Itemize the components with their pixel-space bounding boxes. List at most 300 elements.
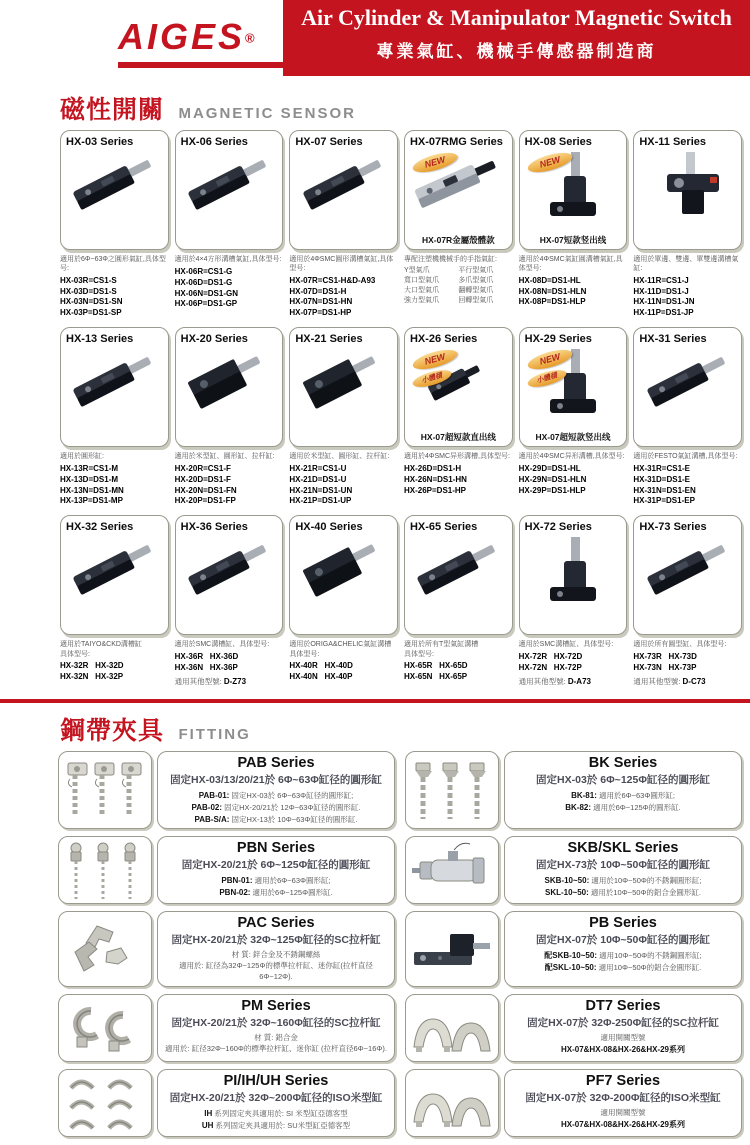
sensor-model-list bbox=[289, 464, 398, 507]
fitting-card bbox=[58, 836, 395, 904]
sensor-description: 適用於米型缸、圓形缸、拉杆缸: bbox=[289, 453, 390, 461]
sensor-card-box bbox=[289, 130, 398, 250]
model-code: HX-72N HX-72P bbox=[518, 663, 582, 673]
sensor-card bbox=[289, 327, 398, 507]
page-subtitle: 專業氣缸、機械手傳感器制造商 bbox=[376, 42, 657, 62]
sensor-product-image bbox=[639, 150, 736, 224]
sensor-card-box bbox=[289, 327, 398, 447]
other-model-code: D-A73 bbox=[567, 676, 591, 686]
model-code: HX-06R=CS1-G bbox=[174, 267, 233, 276]
fitting-subtitle: 固定HX-07於 10Φ~50Φ缸径的圓形缸 bbox=[536, 934, 710, 947]
fitting-spec-line bbox=[164, 814, 388, 826]
sensor-product-image bbox=[295, 347, 392, 421]
claw-type: 寬口型氣爪 bbox=[403, 277, 439, 285]
badge-stack bbox=[527, 155, 573, 175]
fitting-spec-line bbox=[164, 790, 388, 802]
sensor-model-list bbox=[519, 464, 628, 496]
fitting-subtitle: 固定HX-20/21於 32Φ~160Φ缸径的SC拉杆缸 bbox=[171, 1017, 381, 1030]
fitting-product-image bbox=[58, 1069, 152, 1137]
model-code: HX-11P=DS1-JP bbox=[633, 308, 694, 318]
sensor-card bbox=[289, 515, 398, 687]
sensor-series-title: HX-07RMG Series bbox=[409, 136, 503, 148]
fitting-line-label: UH bbox=[201, 1120, 214, 1130]
other-model-note: 通用其他型號: D-A73 bbox=[518, 676, 591, 686]
sensor-series-title: HX-06 Series bbox=[180, 136, 248, 148]
sensor-card-box bbox=[175, 130, 284, 250]
sensor-description-block bbox=[289, 452, 398, 462]
fitting-line-label: PAB-01: bbox=[198, 790, 230, 800]
sensor-product-image bbox=[66, 150, 163, 224]
sensor-model-list bbox=[633, 464, 742, 507]
fitting-card bbox=[405, 994, 742, 1062]
fitting-line-label: PAB-S/A: bbox=[194, 814, 230, 824]
fitting-spec-line bbox=[164, 961, 388, 983]
sensor-model-list bbox=[633, 652, 742, 674]
sensor-description-block bbox=[633, 640, 742, 650]
sensor-description: 適用於4ΦSMC异形溝槽,具体型号: bbox=[518, 453, 625, 461]
new-badge: NEW bbox=[525, 149, 573, 176]
model-code: HX-31P=DS1-EP bbox=[633, 496, 695, 506]
sensor-card bbox=[519, 130, 628, 319]
fitting-line-text: 適用於6Φ~125Φ的圓形缸. bbox=[593, 802, 681, 812]
fitting-spec-line bbox=[511, 875, 735, 887]
sensor-description: 適用於SMC溝槽缸、具体型号: bbox=[518, 641, 614, 649]
fitting-product-image bbox=[405, 1069, 499, 1137]
sensor-description-block bbox=[175, 640, 284, 650]
fitting-spec-line bbox=[164, 1044, 388, 1055]
sensor-description-block bbox=[60, 640, 169, 659]
fitting-line-text: 材 質: 鋅合金及不銹鋼螺絲 bbox=[231, 950, 321, 960]
fitting-line-label: SKL-10~50: bbox=[544, 888, 589, 898]
fitting-subtitle: 固定HX-07於 32Φ-200Φ缸径的ISO米型缸 bbox=[525, 1092, 721, 1105]
fitting-line-text: 適用於10Φ~50Φ的鋁合金圓形缸. bbox=[590, 888, 701, 898]
sensor-card bbox=[519, 515, 628, 687]
sensor-card-box bbox=[60, 130, 169, 250]
fitting-card-body bbox=[157, 994, 395, 1062]
other-model-code: D-C73 bbox=[682, 676, 706, 686]
model-code: HX-06D=DS1-G bbox=[174, 277, 233, 287]
fitting-line-label: HX-07&HX-08&HX-26&HX-29系列 bbox=[560, 1044, 686, 1054]
fitting-line-text: 適用於6Φ~63Φ圓形缸; bbox=[598, 790, 675, 800]
fitting-spec-line bbox=[164, 875, 388, 887]
sensor-series-title: HX-31 Series bbox=[639, 333, 707, 346]
model-code: HX-72R HX-72D bbox=[518, 652, 583, 662]
fitting-section-header bbox=[60, 711, 742, 747]
sensor-product-image bbox=[66, 535, 163, 609]
model-code: HX-07N=DS1-HN bbox=[289, 297, 353, 307]
fitting-line-text: 適用於: 缸径32Φ~160Φ的標準拉杆缸、迷你缸 (拉杆直径6Φ~16Φ). bbox=[165, 1043, 387, 1053]
model-code: HX-13R=CS1-M bbox=[60, 464, 119, 474]
fitting-line-text: 適用於10Φ~50Φ的不銹鋼圓形缸; bbox=[591, 876, 702, 886]
model-code: HX-08P=DS1-HLP bbox=[518, 297, 586, 307]
model-code: HX-40R HX-40D bbox=[289, 661, 353, 671]
fitting-spec-line bbox=[511, 1119, 735, 1131]
sensor-card bbox=[175, 327, 284, 507]
sensor-series-title: HX-26 Series bbox=[409, 333, 478, 346]
fitting-product-image bbox=[405, 911, 499, 987]
sensor-description-block bbox=[175, 452, 284, 462]
fitting-spec-line bbox=[511, 887, 735, 899]
sensor-description-block bbox=[633, 452, 742, 462]
sensor-description-block bbox=[60, 255, 169, 274]
fitting-line-label: HX-07&HX-08&HX-26&HX-29系列 bbox=[560, 1119, 686, 1129]
fitting-card-body bbox=[504, 994, 742, 1062]
model-code: HX-29P=DS1-HLP bbox=[518, 485, 586, 495]
fitting-product-image bbox=[58, 994, 152, 1062]
sensor-description-block bbox=[60, 452, 169, 462]
model-code: HX-20P=DS1-FP bbox=[174, 496, 236, 506]
new-badge: NEW bbox=[411, 346, 459, 373]
sensor-card-box bbox=[519, 130, 628, 250]
sensor-model-list bbox=[289, 276, 398, 319]
model-code: HX-03P=DS1-SP bbox=[60, 308, 122, 318]
fitting-card-body bbox=[504, 1069, 742, 1137]
sensor-model-list bbox=[175, 267, 284, 310]
sensor-card bbox=[633, 327, 742, 507]
claw-type: 回轉型氣爪 bbox=[458, 296, 494, 304]
fitting-line-text: 材 質: 鋁合金 bbox=[254, 1033, 298, 1043]
model-code: HX-20D=DS1-F bbox=[174, 474, 231, 484]
sensor-model-list bbox=[633, 276, 742, 319]
sensor-series-title: HX-72 Series bbox=[524, 521, 592, 534]
sensor-card-box bbox=[633, 327, 742, 447]
fitting-line-text: 適用開關型號 bbox=[600, 1108, 646, 1118]
fitting-line-text: 適用開關型號 bbox=[600, 1033, 646, 1043]
sensor-description: 具体型号: bbox=[60, 650, 90, 658]
fitting-line-text: 系列固定夾具適用於: SI 米型缸亞德客型 bbox=[214, 1109, 348, 1119]
model-code: HX-13N=DS1-MN bbox=[60, 485, 124, 495]
sensor-series-title: HX-65 Series bbox=[409, 521, 478, 534]
fitting-grid bbox=[58, 751, 742, 1137]
sensor-product-image bbox=[181, 347, 278, 421]
fitting-line-label: PAB-02: bbox=[191, 802, 223, 812]
fitting-line-text: 適用10Φ~50Φ的鋁合金圓形缸. bbox=[598, 963, 702, 973]
fitting-card-body bbox=[157, 751, 395, 830]
fitting-card-body bbox=[157, 911, 395, 987]
claw-type: 翻轉型氣爪 bbox=[458, 287, 494, 295]
sensor-card bbox=[404, 515, 513, 687]
fitting-card-body bbox=[504, 836, 742, 904]
sensor-description: 適用於TAIYO&CKD溝槽缸 bbox=[60, 641, 142, 649]
fitting-subtitle: 固定HX-07於 32Φ-250Φ缸径的SC拉杆缸 bbox=[527, 1017, 719, 1030]
sensor-card-box bbox=[633, 515, 742, 635]
fitting-spec-line bbox=[511, 950, 735, 962]
sensor-model-list bbox=[60, 661, 169, 683]
model-code: HX-08N=DS1-HLN bbox=[518, 286, 587, 296]
fitting-product-image bbox=[58, 836, 152, 904]
fitting-product-image bbox=[58, 911, 152, 987]
fitting-card-body bbox=[157, 836, 395, 904]
fitting-card bbox=[58, 1069, 395, 1137]
sensor-description-block bbox=[289, 640, 398, 659]
sensor-description: 具体型号: bbox=[289, 650, 320, 658]
sensor-description: 適用於所有T型氣缸溝槽 bbox=[403, 641, 479, 649]
sensor-description: 適用於4ΦSMC氣缸圓溝槽氣缸,具体型号: bbox=[518, 256, 623, 273]
fitting-spec-line bbox=[164, 1120, 388, 1132]
sensor-description-block bbox=[519, 452, 628, 462]
fitting-spec-line bbox=[511, 790, 735, 802]
badge-stack bbox=[412, 352, 458, 390]
fitting-card bbox=[58, 994, 395, 1062]
sensor-card-box bbox=[175, 515, 284, 635]
sensor-description: 專配注塑機機械手的手指氣缸: bbox=[403, 256, 497, 263]
model-code: HX-11D=DS1-J bbox=[633, 286, 689, 296]
other-model-note: 通用其他型號: D-Z73 bbox=[174, 676, 247, 686]
fitting-product-image bbox=[58, 751, 152, 830]
fitting-line-text: 固定HX-03於 6Φ~63Φ缸径的圓形缸; bbox=[231, 790, 354, 800]
sensor-product-image bbox=[639, 535, 736, 609]
sensor-description-block bbox=[289, 255, 398, 274]
fitting-line-text: 適用10Φ~50Φ的不銹鋼圓形缸; bbox=[599, 951, 702, 961]
sensor-card bbox=[60, 515, 169, 687]
new-badge: NEW bbox=[411, 149, 459, 176]
fitting-card bbox=[405, 836, 742, 904]
sensor-card bbox=[633, 130, 742, 319]
fitting-subtitle: 固定HX-03於 6Φ~125Φ缸径的圓形缸 bbox=[536, 773, 710, 786]
claw-type: 大口型氣爪 bbox=[403, 287, 439, 295]
sensor-series-title: HX-73 Series bbox=[639, 521, 707, 534]
sensor-card-box bbox=[633, 130, 742, 250]
sensor-card bbox=[60, 130, 169, 319]
model-code: HX-03N=DS1-SN bbox=[60, 297, 123, 307]
sensor-model-list bbox=[519, 276, 628, 308]
aiges-logo bbox=[118, 16, 255, 58]
fitting-line-text: 系列固定夾具適用於: SU米型缸亞德客型 bbox=[215, 1120, 351, 1130]
fitting-spec-line bbox=[511, 1108, 735, 1119]
model-code: HX-31D=DS1-E bbox=[633, 474, 691, 484]
sensor-description-block bbox=[404, 640, 513, 659]
claw-type: 強力型氣爪 bbox=[403, 296, 439, 304]
sensor-description-block bbox=[175, 255, 284, 265]
sensor-series-title: HX-21 Series bbox=[295, 333, 363, 346]
sensor-section-header bbox=[60, 90, 742, 126]
sensor-product-image bbox=[181, 150, 278, 224]
fitting-line-label: PBN-02: bbox=[219, 888, 251, 898]
fitting-spec-line bbox=[164, 887, 388, 899]
sensor-section-title-zh: 磁性開關 bbox=[60, 96, 165, 124]
model-code: HX-29D=DS1-HL bbox=[518, 464, 581, 474]
model-code: HX-11R=CS1-J bbox=[633, 275, 689, 285]
model-code: HX-06P=DS1-GP bbox=[174, 299, 238, 309]
sensor-caption: HX-07R金屬殼體款 bbox=[421, 235, 495, 245]
sensor-caption: HX-07短款竖出线 bbox=[539, 235, 607, 245]
sensor-description: 適用於SMC溝槽缸、具体型号: bbox=[174, 641, 270, 649]
sensor-product-image bbox=[639, 347, 736, 421]
sensor-card-box bbox=[60, 515, 169, 635]
fitting-subtitle: 固定HX-20/21於 32Φ~200Φ缸径的ISO米型缸 bbox=[169, 1092, 383, 1105]
model-code: HX-20N=DS1-FN bbox=[174, 485, 237, 495]
sensor-series-title: HX-13 Series bbox=[66, 333, 134, 346]
model-code: HX-31N=DS1-EN bbox=[633, 485, 696, 495]
other-model-code: D-Z73 bbox=[223, 676, 247, 686]
sensor-caption: HX-07超短款直出线 bbox=[420, 432, 496, 443]
sensor-description-block bbox=[404, 255, 513, 306]
fitting-line-label: 配SKB-10~50: bbox=[544, 951, 597, 961]
fitting-spec-line bbox=[511, 962, 735, 974]
fitting-line-label: IH bbox=[204, 1109, 213, 1119]
model-code: HX-73R HX-73D bbox=[633, 652, 697, 662]
sensor-grid bbox=[60, 130, 742, 687]
model-code: HX-03R=CS1-S bbox=[60, 275, 117, 285]
model-code: HX-08D=DS1-HL bbox=[518, 275, 581, 285]
fitting-card-body bbox=[157, 1069, 395, 1137]
model-code: HX-29N=DS1-HLN bbox=[518, 474, 587, 484]
sensor-series-title: HX-11 Series bbox=[639, 136, 706, 148]
sensor-card bbox=[519, 327, 628, 507]
fitting-card bbox=[58, 911, 395, 987]
fitting-line-label: SKB-10~50: bbox=[544, 876, 590, 886]
model-code: HX-31R=CS1-E bbox=[633, 464, 691, 474]
fitting-card bbox=[405, 1069, 742, 1137]
model-code: HX-07R=CS1-H&D-A93 bbox=[289, 275, 376, 285]
fitting-series-title: PF7 Series bbox=[585, 1073, 661, 1090]
fitting-card-body bbox=[504, 751, 742, 830]
claw-type: 平行型氣爪 bbox=[458, 267, 494, 275]
fitting-line-text: 適用於6Φ~125Φ圓形缸. bbox=[252, 888, 333, 898]
fitting-spec-line bbox=[164, 1033, 388, 1044]
title-banner bbox=[283, 0, 750, 76]
fitting-section-title-en: FITTING bbox=[178, 725, 251, 743]
fitting-series-title: BK Series bbox=[588, 754, 658, 771]
fitting-spec-line bbox=[164, 802, 388, 814]
model-code: HX-65N HX-65P bbox=[403, 671, 468, 681]
sensor-model-list bbox=[60, 464, 169, 507]
sensor-description: 具体型号: bbox=[403, 650, 434, 658]
model-code: HX-32N HX-32P bbox=[60, 671, 124, 681]
fitting-series-title: DT7 Series bbox=[585, 998, 661, 1015]
sensor-card-box bbox=[60, 327, 169, 447]
sensor-description: 適用於4ΦSMC异形溝槽,具体型号: bbox=[403, 453, 510, 461]
fitting-line-label: 配SKL-10~50: bbox=[544, 963, 597, 973]
sensor-description-block bbox=[404, 452, 513, 462]
fitting-line-text: 適用於: 缸径為32Φ~125Φ的標準拉杆缸、迷你缸(拉杆直径6Φ~12Φ). bbox=[179, 961, 373, 982]
sensor-description: 適用於FESTO氣缸溝槽,具体型号: bbox=[633, 453, 738, 461]
sensor-product-image bbox=[181, 535, 278, 609]
sensor-product-image bbox=[295, 150, 392, 224]
model-code: HX-07D=DS1-H bbox=[289, 286, 347, 296]
model-code: HX-03D=DS1-S bbox=[60, 286, 117, 296]
fitting-series-title: PAC Series bbox=[237, 915, 315, 932]
sensor-model-list bbox=[175, 652, 284, 674]
fitting-subtitle: 固定HX-03/13/20/21於 6Φ~63Φ缸径的圓形缸 bbox=[170, 773, 382, 786]
sensor-card bbox=[175, 130, 284, 319]
fitting-card bbox=[405, 751, 742, 830]
model-code: HX-73N HX-73P bbox=[633, 663, 697, 673]
sensor-card-box bbox=[404, 130, 513, 250]
fitting-subtitle: 固定HX-20/21於 32Φ~125Φ缸径的SC拉杆缸 bbox=[171, 934, 381, 947]
claw-type: 多爪型氣爪 bbox=[458, 277, 494, 285]
claw-type: Y型氣爪 bbox=[403, 267, 430, 275]
fitting-spec-line bbox=[511, 802, 735, 814]
sensor-card-box bbox=[404, 327, 513, 447]
fitting-spec-line bbox=[164, 950, 388, 961]
section-divider bbox=[0, 699, 750, 703]
fitting-product-image bbox=[405, 751, 499, 830]
sensor-card-box bbox=[289, 515, 398, 635]
sensor-description-block bbox=[633, 255, 742, 274]
sensor-description: 適用於6Φ~63Φ之圓形氣缸,具体型号: bbox=[60, 256, 166, 273]
model-code: HX-26N=DS1-HN bbox=[403, 474, 467, 484]
sensor-model-list bbox=[289, 661, 398, 683]
model-code: HX-40N HX-40P bbox=[289, 671, 353, 681]
sensor-card bbox=[175, 515, 284, 687]
sensor-description: 適用於單邊、雙邊、單雙邊溝槽氣缸: bbox=[633, 256, 739, 273]
sensor-description-block bbox=[519, 255, 628, 274]
logo-text: AIGES bbox=[118, 16, 246, 57]
fitting-product-image bbox=[405, 994, 499, 1062]
sensor-series-title: HX-32 Series bbox=[66, 521, 134, 534]
model-code: HX-65R HX-65D bbox=[403, 661, 468, 671]
header bbox=[0, 0, 750, 82]
sensor-caption: HX-07超短款竖出线 bbox=[535, 432, 611, 443]
model-code: HX-13P=DS1-MP bbox=[60, 496, 123, 506]
sensor-model-list bbox=[175, 464, 284, 507]
model-code: HX-06N=DS1-GN bbox=[174, 288, 239, 298]
sensor-card-box bbox=[519, 327, 628, 447]
fitting-card-body bbox=[504, 911, 742, 987]
sensor-series-title: HX-07 Series bbox=[295, 136, 363, 148]
sensor-series-title: HX-36 Series bbox=[180, 521, 248, 534]
model-code: HX-21D=DS1-U bbox=[289, 474, 347, 484]
sensor-product-image bbox=[525, 535, 622, 609]
model-code: HX-21N=DS1-UN bbox=[289, 485, 353, 495]
fitting-series-title: PI/IH/UH Series bbox=[223, 1073, 329, 1090]
sensor-card bbox=[289, 130, 398, 319]
badge-stack bbox=[527, 352, 573, 390]
fitting-subtitle: 固定HX-73於 10Φ~50Φ缸径的圓形缸 bbox=[536, 859, 710, 872]
model-code: HX-26P=DS1-HP bbox=[403, 485, 467, 495]
sensor-series-title: HX-03 Series bbox=[66, 136, 134, 148]
fitting-line-text: 適用於6Φ~63Φ圓形缸; bbox=[254, 876, 331, 886]
fitting-line-text: 固定HX-20/21於 12Φ~63Φ缸径的圓形缸. bbox=[224, 802, 361, 812]
registered-mark-icon: ® bbox=[245, 30, 255, 46]
sensor-description: 適用於4ΦSMC圓形溝槽氣缸,具体型号: bbox=[289, 256, 394, 273]
sensor-series-title: HX-20 Series bbox=[180, 333, 248, 346]
fitting-spec-line bbox=[164, 1108, 388, 1120]
sensor-card bbox=[60, 327, 169, 507]
sensor-section-title-en: MAGNETIC SENSOR bbox=[178, 105, 356, 122]
model-code: HX-11N=DS1-JN bbox=[633, 297, 695, 307]
sensor-product-image bbox=[295, 535, 392, 609]
sensor-series-title: HX-40 Series bbox=[295, 521, 363, 534]
fitting-subtitle: 固定HX-20/21於 6Φ~125Φ缸径的圓形缸 bbox=[181, 859, 371, 872]
fitting-series-title: PAB Series bbox=[237, 754, 315, 771]
sensor-series-title: HX-29 Series bbox=[524, 333, 592, 346]
sensor-model-list bbox=[60, 276, 169, 319]
sensor-card bbox=[633, 515, 742, 687]
sensor-model-list bbox=[519, 652, 628, 674]
fitting-spec-line bbox=[511, 1033, 735, 1044]
fitting-series-title: PM Series bbox=[241, 998, 311, 1015]
sensor-card-box bbox=[404, 515, 513, 635]
sensor-model-list bbox=[404, 661, 513, 683]
model-code: HX-13D=DS1-M bbox=[60, 474, 119, 484]
feature-badge: 小體積 bbox=[526, 367, 568, 391]
sensor-card-box bbox=[519, 515, 628, 635]
sensor-description: 適用於所有圓型缸、具体型号: bbox=[633, 641, 727, 649]
fitting-line-label: PBN-01: bbox=[221, 876, 253, 886]
fitting-card bbox=[405, 911, 742, 987]
sensor-series-title: HX-08 Series bbox=[524, 136, 592, 148]
other-model-note: 通用其他型號: D-C73 bbox=[633, 676, 706, 686]
feature-badge: 小體積 bbox=[411, 367, 453, 391]
model-code: HX-32R HX-32D bbox=[60, 661, 124, 671]
model-code: HX-36N HX-36P bbox=[174, 663, 238, 673]
sensor-card bbox=[404, 327, 513, 507]
fitting-product-image bbox=[405, 836, 499, 904]
model-code: HX-36R HX-36D bbox=[174, 652, 239, 662]
model-code: HX-21P=DS1-UP bbox=[289, 496, 352, 506]
